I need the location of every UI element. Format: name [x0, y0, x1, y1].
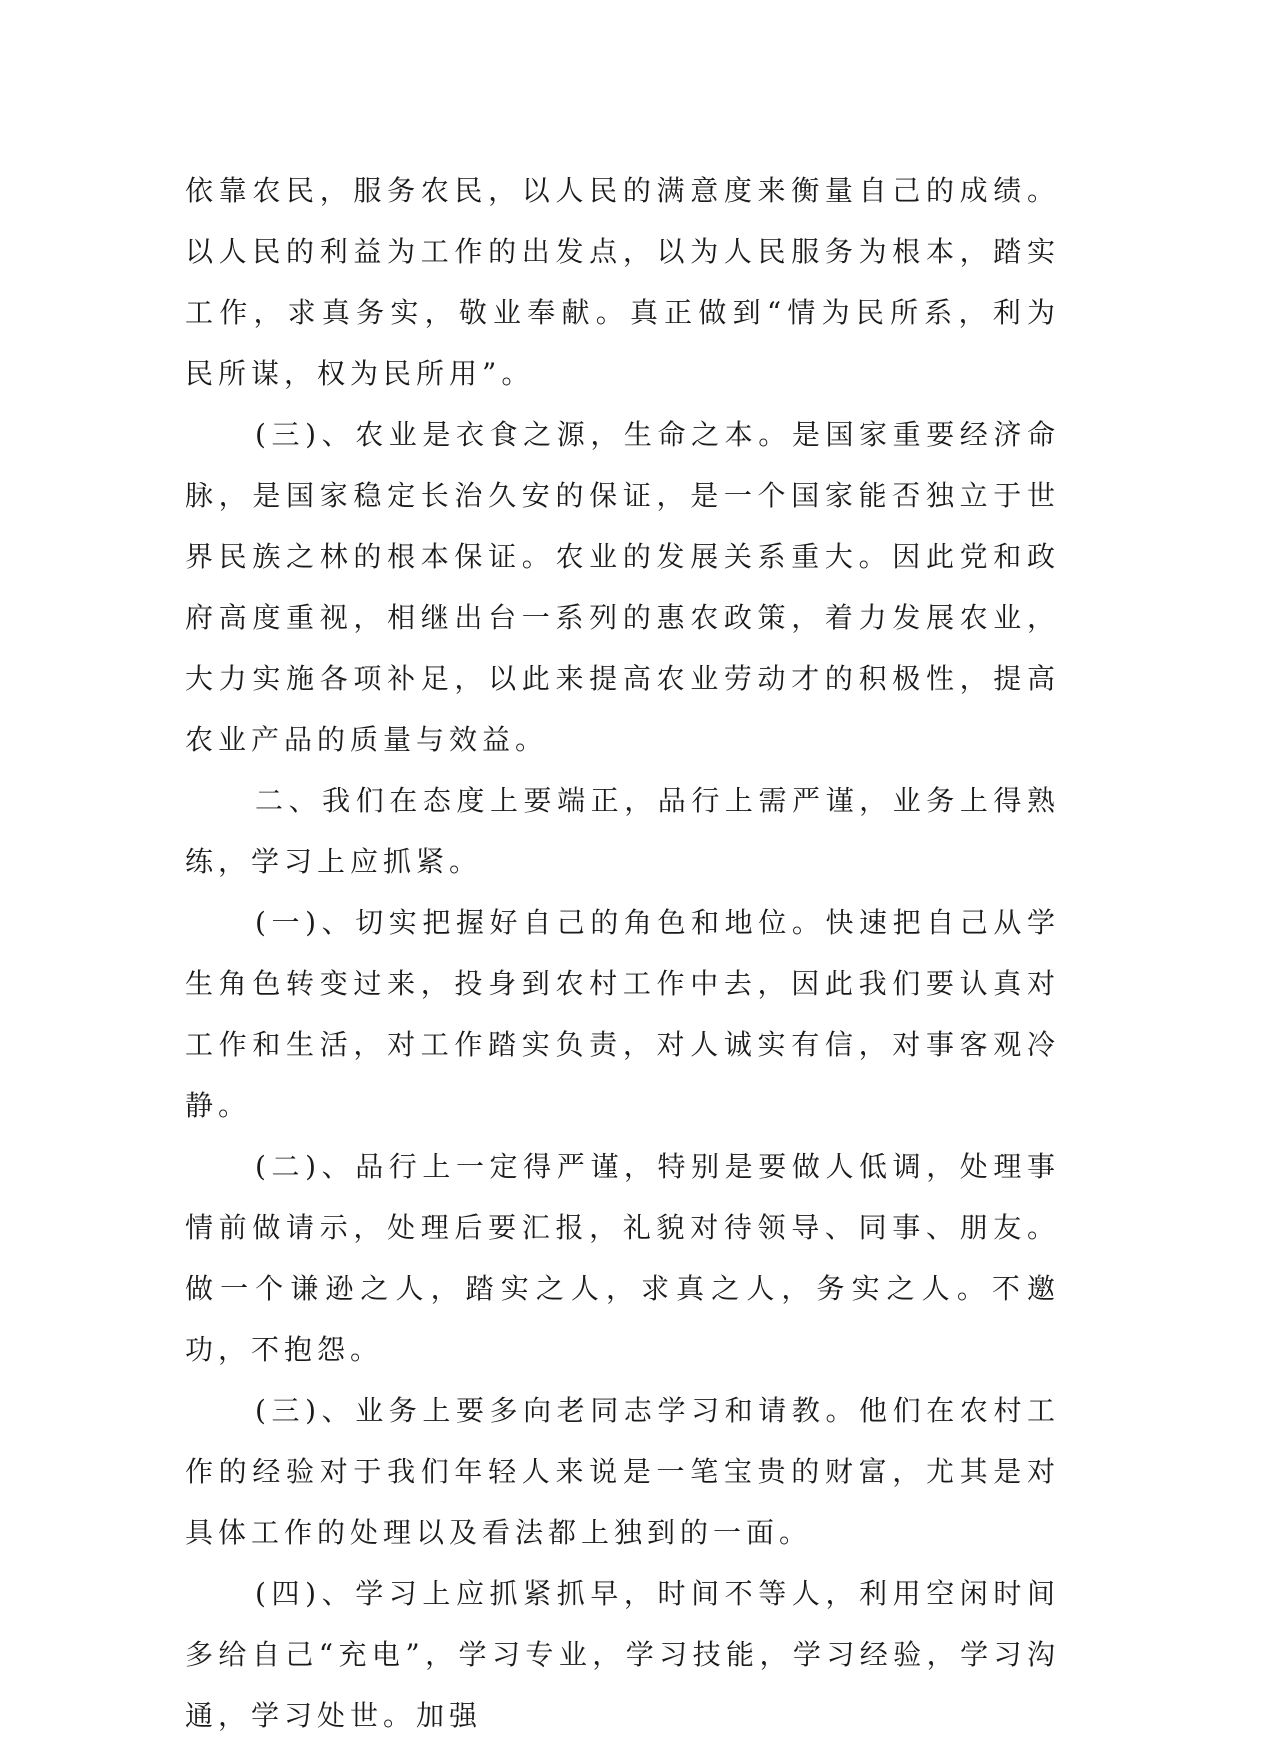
paragraph-5: (二)、品行上一定得严谨，特别是要做人低调，处理事情前做请示，处理后要汇报，礼貌对待领导、同事、朋友。做一个谦逊之人，踏实之人，求真之人，务实之人。不邀功，不抱怨。	[185, 1150, 1060, 1366]
paragraph-7: (四)、学习上应抓紧抓早，时间不等人，利用空闲时间多给自己“充电”，学习专业，学习技能，学习经验，学习沟通，学习处世。加强	[185, 1577, 1060, 1732]
paragraph-3: 二、我们在态度上要端正，品行上需严谨，业务上得熟练，学习上应抓紧。	[185, 784, 1060, 878]
document-body	[185, 160, 1060, 1746]
paragraph-1: 依靠农民，服务农民，以人民的满意度来衡量自己的成绩。以人民的利益为工作的出发点，以为人民服务为根本，踏实工作，求真务实，敬业奉献。真正做到“情为民所系，利为民所谋，权为民所用”。	[185, 174, 1060, 390]
paragraph-6: (三)、业务上要多向老同志学习和请教。他们在农村工作的经验对于我们年轻人来说是一笔宝贵的财富，尤其是对具体工作的处理以及看法都上独到的一面。	[185, 1394, 1060, 1549]
paragraph-4: (一)、切实把握好自己的角色和地位。快速把自己从学生角色转变过来，投身到农村工作中去，因此我们要认真对工作和生活，对工作踏实负责，对人诚实有信，对事客观冷静。	[185, 906, 1060, 1122]
paragraph-2: (三)、农业是衣食之源，生命之本。是国家重要经济命脉，是国家稳定长治久安的保证，是一个国家能否独立于世界民族之林的根本保证。农业的发展关系重大。因此党和政府高度重视，相继出台一系列的惠农政策，着力发展农业，大力实施各项补足，以此来提高农业劳动才的积极性，提高农业产品的质量与效益。	[185, 418, 1060, 756]
